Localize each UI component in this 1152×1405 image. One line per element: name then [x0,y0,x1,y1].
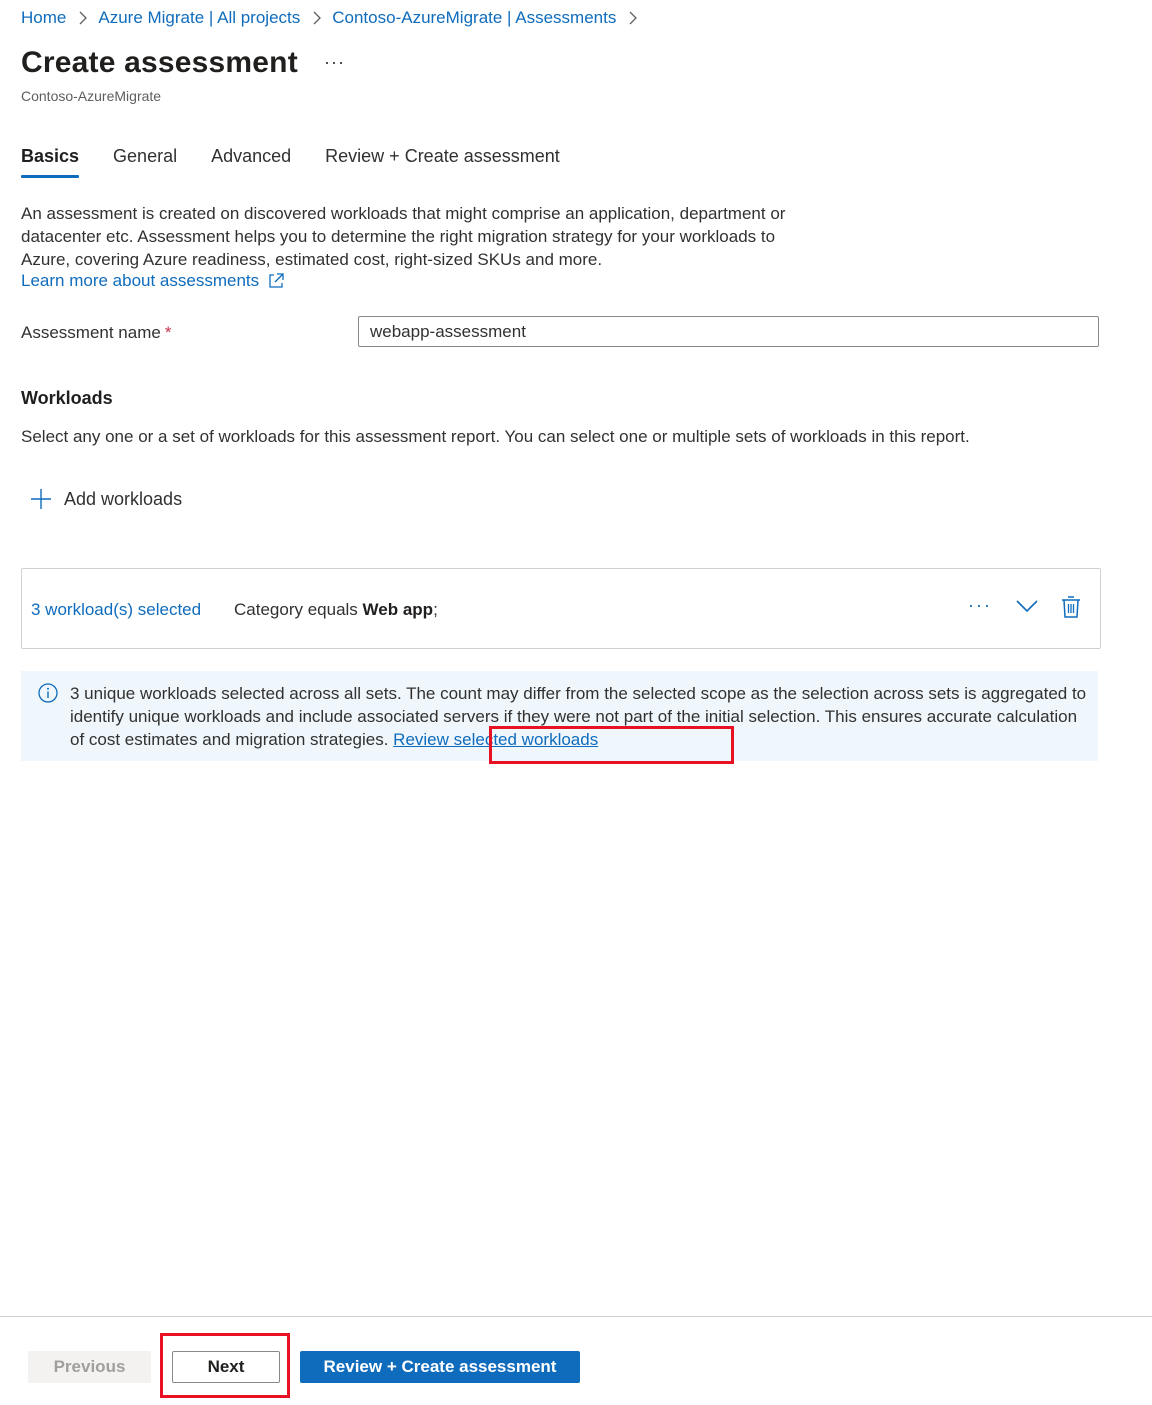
info-text [70,682,1090,751]
external-link-icon [267,272,285,290]
filter-value: Web app [362,600,434,619]
workloads-description: Select any one or a set of workloads for this assessment report. You can select one or multiple sets of workloads in this report. [21,427,970,446]
tab-basics[interactable]: Basics [21,146,79,178]
workload-filter [234,600,438,620]
tab-review-create[interactable]: Review + Create assessment [325,146,560,166]
breadcrumb-assessments[interactable]: Contoso-AzureMigrate | Assessments [332,8,617,27]
page-subtitle: Contoso-AzureMigrate [21,88,162,104]
workloads-heading: Workloads [21,388,113,408]
required-mark: * [164,323,172,342]
add-workloads-button[interactable] [30,488,182,510]
tab-bar [21,146,560,178]
info-banner [21,671,1098,761]
info-icon [38,683,58,708]
filter-prefix: Category equals [234,600,358,619]
breadcrumb-home[interactable]: Home [21,8,67,27]
workload-count-link[interactable]: 3 workload(s) selected [31,600,202,619]
filter-suffix: ; [433,600,438,619]
previous-button[interactable]: Previous [28,1351,151,1383]
breadcrumb [21,8,648,28]
page-title: Create assessment [21,46,298,79]
learn-more-link[interactable] [21,271,285,291]
chevron-right-icon [78,11,88,25]
tab-advanced[interactable]: Advanced [211,146,292,166]
next-button[interactable]: Next [172,1351,280,1383]
review-create-button[interactable]: Review + Create assessment [300,1351,580,1383]
assessment-name-label-text: Assessment name [21,323,161,342]
assessment-name-input[interactable] [358,316,1099,347]
breadcrumb-all-projects[interactable]: Azure Migrate | All projects [98,8,301,27]
intro-description: An assessment is created on discovered workloads that might comprise an application, department or datacenter etc. Assessment helps you to determine the right migration strategy for your workloads to Azure, covering Azure readiness, estimated cost, right-sized SKUs and more. [21,204,786,269]
assessment-name-label [21,323,171,343]
plus-icon [30,488,52,510]
delete-icon[interactable] [1061,595,1081,624]
learn-more-label: Learn more about assessments [21,271,260,290]
info-message: 3 unique workloads selected across all sets. The count may differ from the selected scope as the selection across sets is aggregated to identify unique workloads and include associated servers if they were not part of the initial selection. This ensures accurate calculation of cost estimates and migration strategies. [70,684,1087,749]
workload-set-card [21,568,1101,649]
chevron-right-icon [628,11,638,25]
set-more-options-button[interactable]: ··· [968,595,992,615]
tab-general[interactable]: General [113,146,178,166]
chevron-right-icon [312,11,322,25]
chevron-down-icon[interactable] [1015,598,1039,619]
review-selected-workloads-link[interactable]: Review selected workloads [393,730,599,749]
footer-divider [0,1316,1152,1317]
add-workloads-label: Add workloads [64,488,183,509]
more-options-button[interactable]: ··· [324,52,345,72]
